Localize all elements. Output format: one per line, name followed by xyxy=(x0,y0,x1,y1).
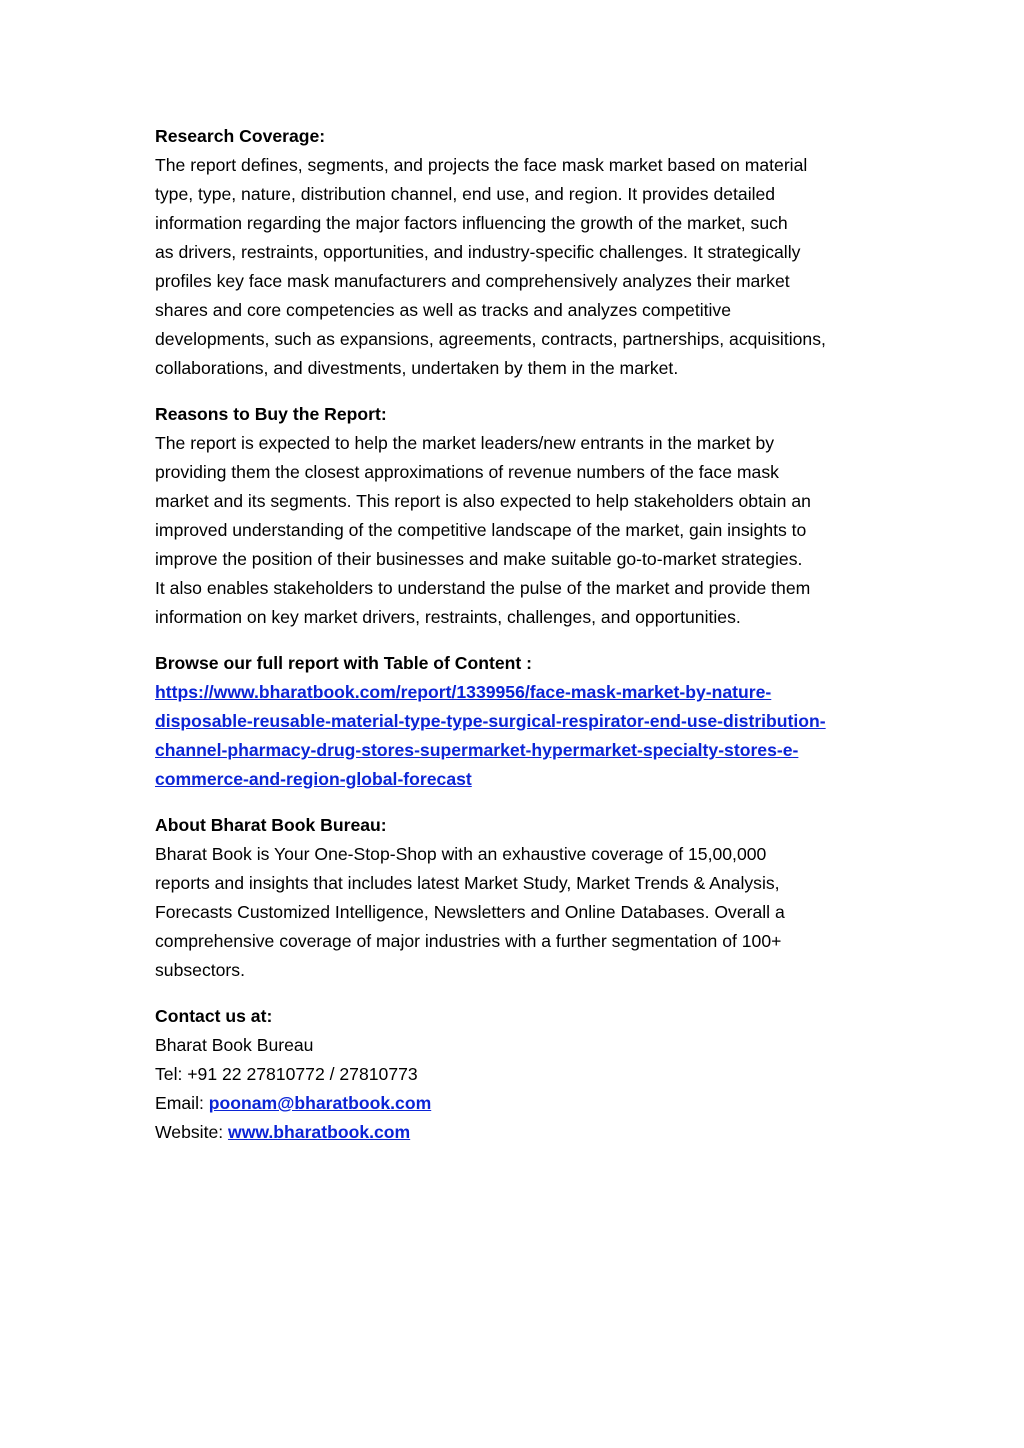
contact-heading: Contact us at: xyxy=(155,1006,273,1026)
company-name: Bharat Book Bureau xyxy=(155,1035,314,1055)
paragraph-line: information on key market drivers, restraints, challenges, and opportunities. xyxy=(155,607,741,627)
research-coverage-heading: Research Coverage: xyxy=(155,126,326,146)
report-url-link[interactable] xyxy=(155,707,885,736)
paragraph-line: subsectors. xyxy=(155,960,245,980)
report-url-link[interactable] xyxy=(155,736,885,765)
email-label: Email: xyxy=(155,1093,209,1113)
paragraph-line: market and its segments. This report is also expected to help stakeholders obtain an xyxy=(155,491,811,511)
email-link[interactable]: poonam@bharatbook.com xyxy=(208,1093,432,1113)
paragraph-line: type, type, nature, distribution channel, end use, and region. It provides detailed xyxy=(155,184,776,204)
paragraph-line: shares and core competencies as well as tracks and analyzes competitive xyxy=(155,300,731,320)
paragraph-line: It also enables stakeholders to understand the pulse of the market and provide them xyxy=(155,578,811,598)
telephone: Tel: +91 22 27810772 / 27810773 xyxy=(155,1064,418,1084)
paragraph-line: Bharat Book is Your One-Stop-Shop with an exhaustive coverage of 15,00,000 xyxy=(155,844,767,864)
report-url-link[interactable] xyxy=(155,765,885,794)
contact-section xyxy=(155,1002,885,1147)
paragraph-line: The report is expected to help the market leaders/new entrants in the market by xyxy=(155,433,775,453)
paragraph-line: providing them the closest approximations of revenue numbers of the face mask xyxy=(155,462,779,482)
report-url-line[interactable]: disposable-reusable-material-type-type-surgical-respirator-end-use-distribution- xyxy=(155,711,826,731)
paragraph-line: profiles key face mask manufacturers and comprehensively analyzes their market xyxy=(155,271,790,291)
report-url-line[interactable]: commerce-and-region-global-forecast xyxy=(155,769,472,789)
research-coverage-section xyxy=(155,122,885,383)
paragraph-line: improved understanding of the competitive landscape of the market, gain insights to xyxy=(155,520,807,540)
paragraph-line: information regarding the major factors influencing the growth of the market, such xyxy=(155,213,788,233)
document-page xyxy=(155,122,885,1164)
website-row xyxy=(155,1118,885,1147)
report-url-line[interactable]: https://www.bharatbook.com/report/1339956/face-mask-market-by-nature- xyxy=(155,682,772,702)
email-row xyxy=(155,1089,885,1118)
paragraph-line: collaborations, and divestments, undertaken by them in the market. xyxy=(155,358,679,378)
paragraph-line: as drivers, restraints, opportunities, and industry-specific challenges. It strategically xyxy=(155,242,801,262)
website-label: Website: xyxy=(155,1122,229,1142)
paragraph-line: improve the position of their businesses and make suitable go-to-market strategies. xyxy=(155,549,803,569)
paragraph-line: comprehensive coverage of major industries with a further segmentation of 100+ xyxy=(155,931,782,951)
about-section xyxy=(155,811,885,985)
paragraph-line: reports and insights that includes latest Market Study, Market Trends & Analysis, xyxy=(155,873,780,893)
browse-report-heading: Browse our full report with Table of Content : xyxy=(155,653,532,673)
website-link[interactable]: www.bharatbook.com xyxy=(228,1122,411,1142)
report-url-link[interactable] xyxy=(155,678,885,707)
browse-report-section xyxy=(155,649,885,794)
paragraph-line: Forecasts Customized Intelligence, Newsletters and Online Databases. Overall a xyxy=(155,902,785,922)
reasons-to-buy-section xyxy=(155,400,885,632)
about-heading: About Bharat Book Bureau: xyxy=(155,815,387,835)
paragraph-line: developments, such as expansions, agreements, contracts, partnerships, acquisitions, xyxy=(155,329,826,349)
paragraph-line: The report defines, segments, and projects the face mask market based on material xyxy=(155,155,808,175)
reasons-to-buy-heading: Reasons to Buy the Report: xyxy=(155,404,387,424)
report-url-line[interactable]: channel-pharmacy-drug-stores-supermarket-hypermarket-specialty-stores-e- xyxy=(155,740,799,760)
